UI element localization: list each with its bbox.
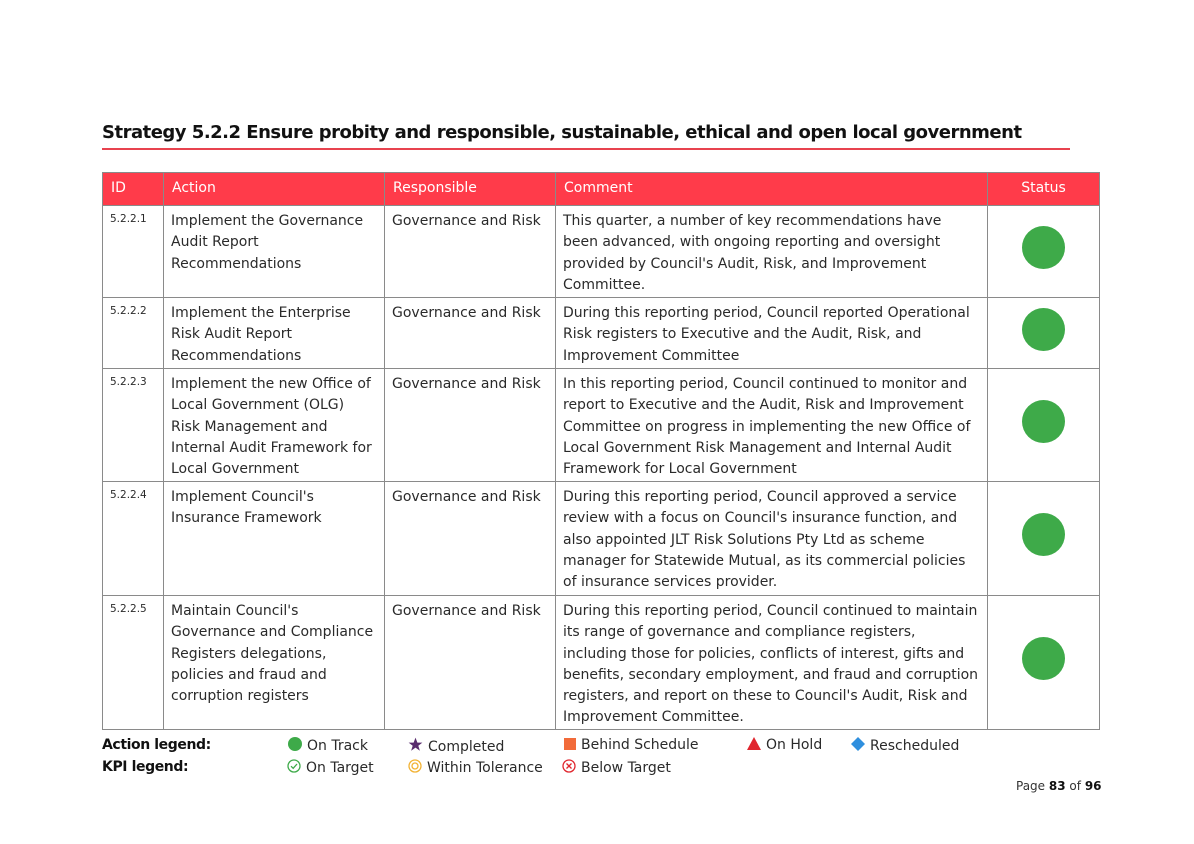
page-prefix: Page <box>1016 779 1046 793</box>
legend-rescheduled <box>851 737 959 754</box>
red-triangle-icon <box>747 737 761 750</box>
page-of: of <box>1069 779 1081 793</box>
legend-below-target <box>562 759 671 776</box>
row-action: Implement the Governance Audit Report Recommendations <box>164 206 385 298</box>
row-comment: During this reporting period, Council continued to maintain its range of governance and compliance registers, including those for policies, conflicts of interest, gifts and benefits, secondary employment, and fraud and corruption registers, and report on these to Council's Audit, Risk and Improvement Committee. <box>556 596 988 730</box>
legend-on-hold <box>747 737 822 753</box>
legend-on-track <box>288 737 368 754</box>
row-responsible: Governance and Risk <box>385 482 556 596</box>
on-track-status-icon <box>1022 226 1065 269</box>
row-comment: In this reporting period, Council continued to monitor and report to Executive and the Audit, Risk and Improvement Committee on progress in implementing the new Office of Local Government Risk Management and Internal Audit Framework for Local Government <box>556 369 988 482</box>
legend-label: On Hold <box>766 737 823 753</box>
kpi-legend-title: KPI legend: <box>102 759 189 775</box>
row-action: Implement the new Office of Local Government (OLG) Risk Management and Internal Audit Framework for Local Government <box>164 369 385 482</box>
on-track-status-icon <box>1022 400 1065 443</box>
legend-label: Within Tolerance <box>427 760 543 776</box>
header-comment: Comment <box>556 173 988 206</box>
table-header-row <box>103 173 1100 206</box>
on-track-status-icon <box>1022 637 1065 680</box>
table-row <box>103 482 1100 596</box>
row-id: 5.2.2.3 <box>103 369 164 482</box>
legend-within-tolerance <box>408 759 543 776</box>
page-total: 96 <box>1084 779 1102 793</box>
action-legend <box>102 737 1002 757</box>
row-status <box>988 596 1100 730</box>
page-current: 83 <box>1048 779 1066 793</box>
legend-on-target <box>287 759 374 776</box>
legend-label: On Track <box>307 738 368 754</box>
legend-behind-schedule <box>564 737 699 753</box>
kpi-legend <box>102 759 1002 779</box>
row-responsible: Governance and Risk <box>385 596 556 730</box>
x-circle-icon <box>562 759 576 773</box>
row-responsible: Governance and Risk <box>385 298 556 369</box>
heading-underline <box>102 148 1070 150</box>
legend-label: On Target <box>306 760 374 776</box>
header-status: Status <box>988 173 1100 206</box>
row-id: 5.2.2.5 <box>103 596 164 730</box>
table-row <box>103 596 1100 730</box>
blue-diamond-icon <box>851 737 865 751</box>
legend-label: Rescheduled <box>870 738 960 754</box>
table-row <box>103 206 1100 298</box>
on-track-status-icon <box>1022 513 1065 556</box>
row-id: 5.2.2.1 <box>103 206 164 298</box>
legend-label: Below Target <box>581 760 671 776</box>
row-action: Maintain Council's Governance and Compliance Registers delegations, policies and fraud and corruption registers <box>164 596 385 730</box>
row-status <box>988 482 1100 596</box>
green-circle-icon <box>288 737 302 751</box>
actions-table <box>102 172 1100 730</box>
header-action: Action <box>164 173 385 206</box>
header-responsible: Responsible <box>385 173 556 206</box>
legend-completed <box>408 737 504 755</box>
table-row <box>103 298 1100 369</box>
table-row <box>103 369 1100 482</box>
row-comment: This quarter, a number of key recommendations have been advanced, with ongoing reporting and oversight provided by Council's Audit, Risk, and Improvement Committee. <box>556 206 988 298</box>
purple-star-icon <box>408 737 423 752</box>
row-action: Implement Council's Insurance Framework <box>164 482 385 596</box>
row-id: 5.2.2.2 <box>103 298 164 369</box>
row-comment: During this reporting period, Council reported Operational Risk registers to Executive and the Audit, Risk, and Improvement Committee <box>556 298 988 369</box>
row-status <box>988 206 1100 298</box>
target-circle-icon <box>408 759 422 773</box>
check-circle-icon <box>287 759 301 773</box>
legend-label: Behind Schedule <box>581 737 699 753</box>
row-id: 5.2.2.4 <box>103 482 164 596</box>
row-action: Implement the Enterprise Risk Audit Report Recommendations <box>164 298 385 369</box>
on-track-status-icon <box>1022 308 1065 351</box>
row-status <box>988 298 1100 369</box>
action-legend-title: Action legend: <box>102 737 211 753</box>
orange-square-icon <box>564 738 576 750</box>
page-heading: Strategy 5.2.2 Ensure probity and responsible, sustainable, ethical and open local government <box>102 122 1022 143</box>
row-comment: During this reporting period, Council approved a service review with a focus on Council's insurance function, and also appointed JLT Risk Solutions Pty Ltd as scheme manager for Statewide Mutual, as its commercial policies of insurance services provider. <box>556 482 988 596</box>
row-responsible: Governance and Risk <box>385 206 556 298</box>
row-responsible: Governance and Risk <box>385 369 556 482</box>
header-id: ID <box>103 173 164 206</box>
page-number <box>1016 779 1102 793</box>
row-status <box>988 369 1100 482</box>
legend-label: Completed <box>428 739 505 755</box>
